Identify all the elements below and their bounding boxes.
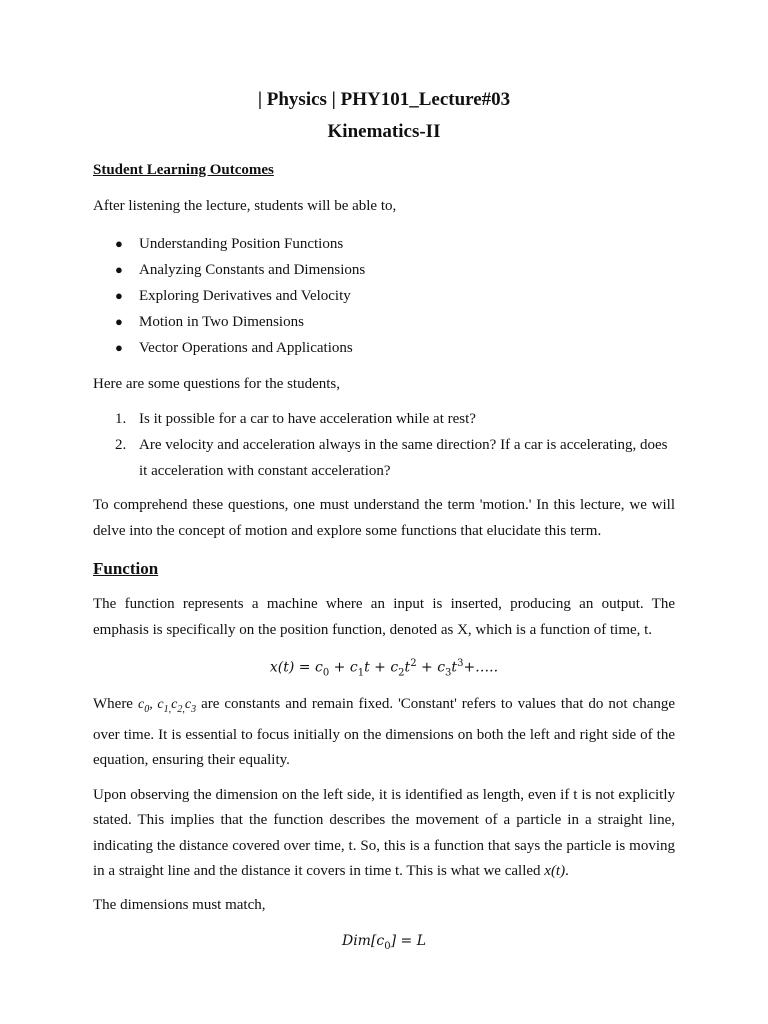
outcomes-list	[93, 231, 675, 361]
list-item: 2. Are velocity and acceleration always in the same direction? If a car is accelerating, does it acceleration with constant acceleration?	[115, 437, 668, 479]
function-paragraph: The function represents a machine where an input is inserted, producing an output. The emphasis is specifically on the position function, denoted as X, which is a function of time, t.	[93, 596, 675, 638]
constants-symbols: $c_0$, $c_{1,}c_{2,}c_3$	[137, 697, 197, 716]
bullet-icon: ●	[115, 287, 123, 303]
constants-paragraph: Where $c_0$, $c_{1,}c_{2,}c_3$ are constants and remain fixed. 'Constant' refers to values that do not change over time. It is essential to focus initially on the dimensions on both the left and right side of the equation, ensuring their equality.	[93, 696, 676, 769]
bullet-icon: ●	[115, 313, 123, 329]
list-item: ● Understanding Position Functions	[93, 231, 675, 257]
comprehend-paragraph: To comprehend these questions, one must understand the term 'motion.' In this lecture, we will delve into the concept of motion and explore some functions that elucidate this term.	[93, 497, 675, 539]
lecture-title: | Physics | PHY101_Lecture#03	[257, 89, 511, 110]
outcomes-heading: Student Learning Outcomes	[93, 162, 274, 178]
list-item: ● Exploring Derivatives and Velocity	[93, 283, 675, 309]
bullet-icon: ●	[115, 261, 123, 277]
position-equation: $x(t) = c_0 + c_1t + c_2t^2$ + $c_3t^3+\dots$..	[269, 658, 499, 679]
dimension-equation: $Dim[c_0] = L$	[341, 933, 427, 953]
questions-list	[93, 406, 675, 484]
questions-intro: Here are some questions for the students,	[93, 375, 341, 392]
dimensions-text: The dimensions must match,	[93, 896, 266, 913]
outcomes-intro: After listening the lecture, students will be able to,	[93, 198, 397, 214]
list-item: ● Analyzing Constants and Dimensions	[93, 257, 675, 283]
list-item: ● Vector Operations and Applications	[93, 335, 675, 361]
bullet-icon: ●	[115, 235, 123, 251]
dimension-paragraph: Upon observing the dimension on the left side, it is identified as length, even if t is not explicitly stated. This implies that the function describes the movement of a particle in a straight line, indicating the distance covered over time, t. So, this is a function that says the particle is moving in a straight line and the distance it covers in time t. This is what we called x(t).	[93, 786, 675, 880]
bullet-icon: ●	[115, 339, 123, 355]
list-item: 1. Is it possible for a car to have acceleration while at rest?	[115, 411, 476, 427]
function-heading: Function	[93, 559, 159, 578]
list-item: ● Motion in Two Dimensions	[93, 309, 675, 335]
lecture-subtitle: Kinematics-II	[327, 121, 441, 142]
